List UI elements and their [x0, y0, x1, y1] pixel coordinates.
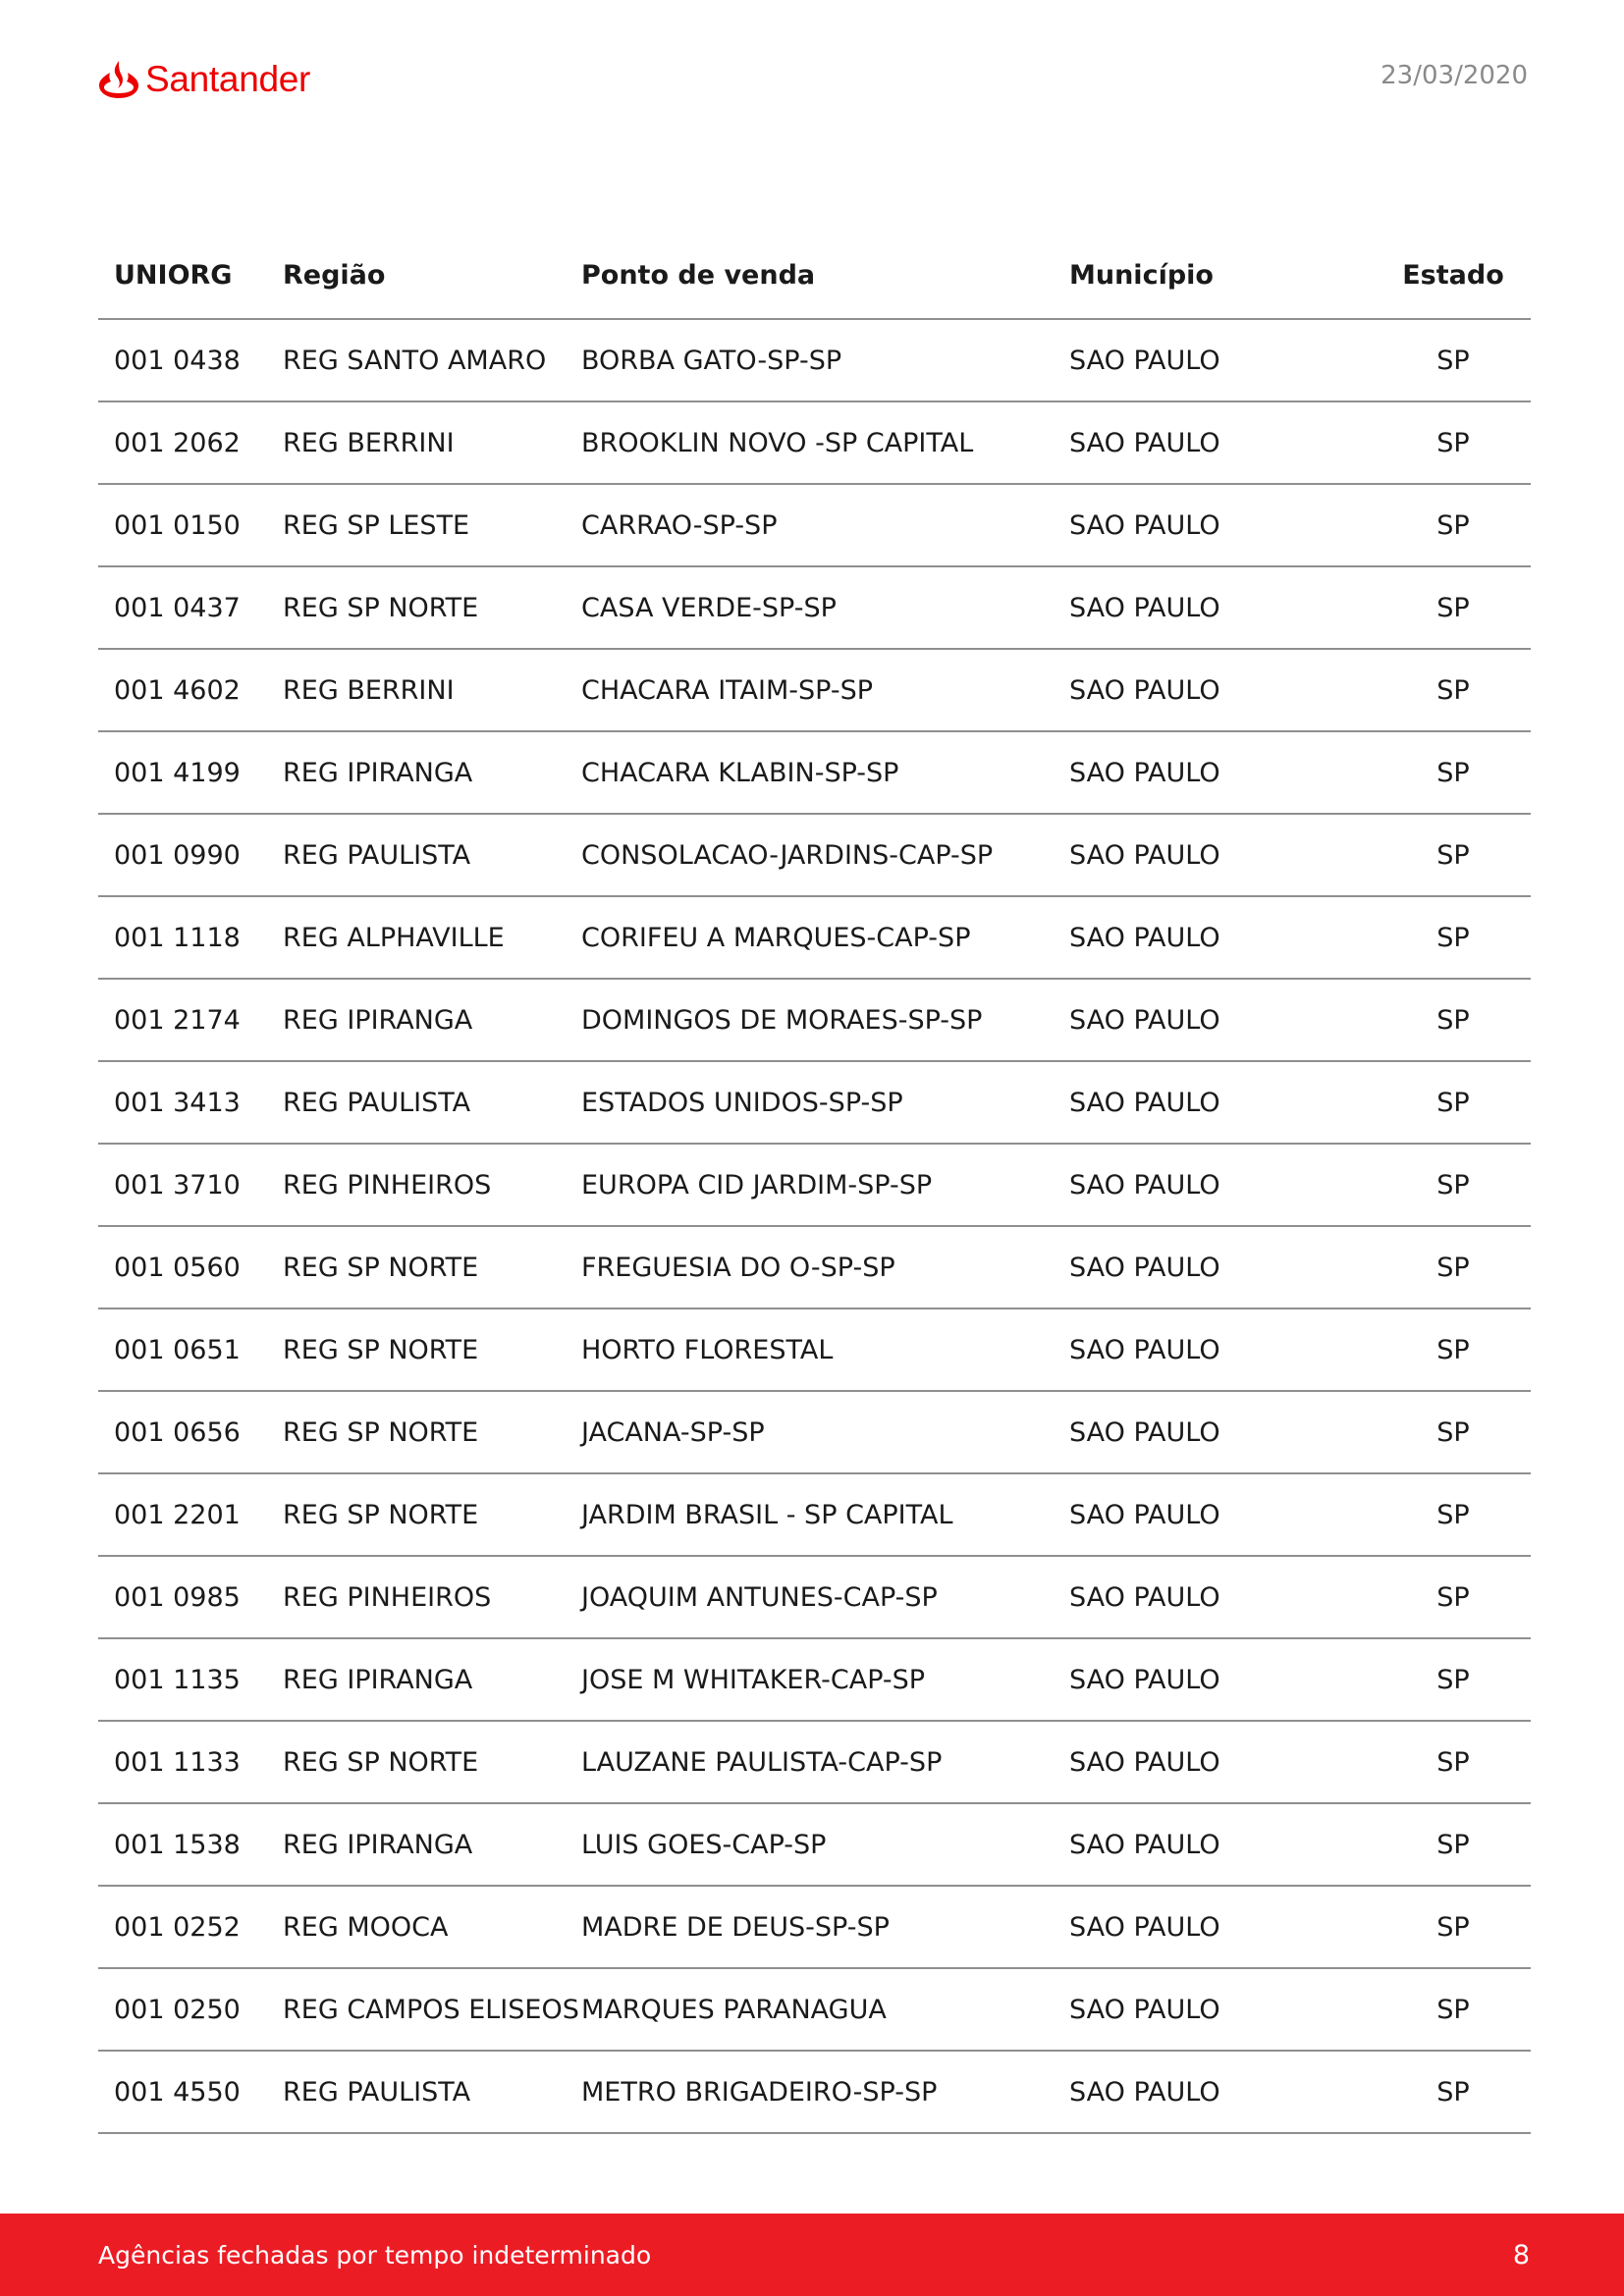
- table-body: [98, 320, 1531, 2134]
- cell-uniorg: 001 0252: [114, 1911, 241, 1943]
- cell-regiao: REG PINHEIROS: [283, 1581, 492, 1613]
- cell-regiao: REG IPIRANGA: [283, 1004, 473, 1036]
- table-row: [98, 1145, 1531, 1227]
- cell-estado: SP: [1436, 1911, 1470, 1943]
- cell-uniorg: 001 1118: [114, 922, 241, 953]
- cell-regiao: REG SP NORTE: [283, 1334, 479, 1365]
- cell-ponto-de-venda: BORBA GATO-SP-SP: [581, 345, 842, 376]
- page-footer: [0, 2214, 1624, 2296]
- cell-uniorg: 001 0560: [114, 1252, 241, 1283]
- cell-municipio: SAO PAULO: [1069, 1829, 1220, 1860]
- santander-logo: [96, 55, 310, 104]
- cell-estado: SP: [1436, 1829, 1470, 1860]
- cell-estado: SP: [1436, 1581, 1470, 1613]
- cell-ponto-de-venda: CHACARA KLABIN-SP-SP: [581, 757, 899, 788]
- cell-estado: SP: [1436, 1499, 1470, 1530]
- cell-municipio: SAO PAULO: [1069, 674, 1220, 706]
- table-row: [98, 402, 1531, 485]
- cell-uniorg: 001 1135: [114, 1664, 241, 1695]
- cell-regiao: REG BERRINI: [283, 674, 455, 706]
- table-row: [98, 815, 1531, 897]
- cell-municipio: SAO PAULO: [1069, 509, 1220, 541]
- cell-estado: SP: [1436, 1994, 1470, 2025]
- cell-municipio: SAO PAULO: [1069, 1252, 1220, 1283]
- cell-municipio: SAO PAULO: [1069, 1004, 1220, 1036]
- cell-ponto-de-venda: MADRE DE DEUS-SP-SP: [581, 1911, 890, 1943]
- cell-regiao: REG MOOCA: [283, 1911, 449, 1943]
- page-number: 8: [1512, 2239, 1530, 2270]
- table-row: [98, 1639, 1531, 1722]
- cell-regiao: REG SP LESTE: [283, 509, 470, 541]
- cell-municipio: SAO PAULO: [1069, 1499, 1220, 1530]
- cell-uniorg: 001 1538: [114, 1829, 241, 1860]
- cell-uniorg: 001 0250: [114, 1994, 241, 2025]
- cell-ponto-de-venda: CHACARA ITAIM-SP-SP: [581, 674, 874, 706]
- column-header-ponto-de-venda: Ponto de venda: [581, 259, 816, 291]
- cell-uniorg: 001 2062: [114, 427, 241, 458]
- cell-municipio: SAO PAULO: [1069, 1746, 1220, 1778]
- table-row: [98, 1062, 1531, 1145]
- column-header-regiao: Região: [283, 259, 386, 291]
- cell-ponto-de-venda: HORTO FLORESTAL: [581, 1334, 834, 1365]
- cell-ponto-de-venda: METRO BRIGADEIRO-SP-SP: [581, 2076, 938, 2108]
- table-row: [98, 1227, 1531, 1309]
- cell-uniorg: 001 2201: [114, 1499, 241, 1530]
- column-header-estado: Estado: [1402, 259, 1504, 291]
- cell-uniorg: 001 4602: [114, 674, 241, 706]
- cell-uniorg: 001 0990: [114, 839, 241, 871]
- cell-estado: SP: [1436, 427, 1470, 458]
- table-row: [98, 1804, 1531, 1887]
- cell-municipio: SAO PAULO: [1069, 592, 1220, 623]
- cell-ponto-de-venda: BROOKLIN NOVO -SP CAPITAL: [581, 427, 974, 458]
- cell-municipio: SAO PAULO: [1069, 1994, 1220, 2025]
- cell-regiao: REG IPIRANGA: [283, 1664, 473, 1695]
- cell-estado: SP: [1436, 1169, 1470, 1201]
- cell-municipio: SAO PAULO: [1069, 757, 1220, 788]
- cell-estado: SP: [1436, 345, 1470, 376]
- table-row: [98, 1392, 1531, 1474]
- table-row: [98, 320, 1531, 402]
- cell-ponto-de-venda: LUIS GOES-CAP-SP: [581, 1829, 827, 1860]
- cell-ponto-de-venda: CONSOLACAO-JARDINS-CAP-SP: [581, 839, 994, 871]
- cell-municipio: SAO PAULO: [1069, 1416, 1220, 1448]
- cell-uniorg: 001 2174: [114, 1004, 241, 1036]
- cell-ponto-de-venda: JARDIM BRASIL - SP CAPITAL: [581, 1499, 953, 1530]
- cell-regiao: REG PINHEIROS: [283, 1169, 492, 1201]
- document-date: 23/03/2020: [1380, 61, 1528, 90]
- table-row: [98, 1557, 1531, 1639]
- cell-regiao: REG PAULISTA: [283, 839, 471, 871]
- footer-title: Agências fechadas por tempo indeterminado: [98, 2240, 652, 2269]
- cell-ponto-de-venda: JOAQUIM ANTUNES-CAP-SP: [581, 1581, 938, 1613]
- cell-municipio: SAO PAULO: [1069, 839, 1220, 871]
- cell-estado: SP: [1436, 757, 1470, 788]
- cell-municipio: SAO PAULO: [1069, 1581, 1220, 1613]
- page-header: [0, 0, 1624, 157]
- table-row: [98, 980, 1531, 1062]
- cell-estado: SP: [1436, 1004, 1470, 1036]
- cell-uniorg: 001 0651: [114, 1334, 241, 1365]
- cell-municipio: SAO PAULO: [1069, 1169, 1220, 1201]
- table-row: [98, 485, 1531, 567]
- cell-estado: SP: [1436, 1087, 1470, 1118]
- cell-estado: SP: [1436, 592, 1470, 623]
- cell-regiao: REG ALPHAVILLE: [283, 922, 505, 953]
- cell-ponto-de-venda: DOMINGOS DE MORAES-SP-SP: [581, 1004, 983, 1036]
- cell-estado: SP: [1436, 1416, 1470, 1448]
- cell-ponto-de-venda: EUROPA CID JARDIM-SP-SP: [581, 1169, 933, 1201]
- table-row: [98, 2052, 1531, 2134]
- cell-estado: SP: [1436, 1252, 1470, 1283]
- cell-regiao: REG SP NORTE: [283, 1252, 479, 1283]
- cell-uniorg: 001 0150: [114, 509, 241, 541]
- cell-regiao: REG SP NORTE: [283, 1416, 479, 1448]
- table-row: [98, 650, 1531, 732]
- cell-ponto-de-venda: CARRAO-SP-SP: [581, 509, 778, 541]
- cell-regiao: REG IPIRANGA: [283, 757, 473, 788]
- cell-municipio: SAO PAULO: [1069, 427, 1220, 458]
- cell-regiao: REG SP NORTE: [283, 592, 479, 623]
- cell-regiao: REG IPIRANGA: [283, 1829, 473, 1860]
- cell-ponto-de-venda: MARQUES PARANAGUA: [581, 1994, 887, 2025]
- cell-ponto-de-venda: ESTADOS UNIDOS-SP-SP: [581, 1087, 903, 1118]
- cell-ponto-de-venda: CORIFEU A MARQUES-CAP-SP: [581, 922, 971, 953]
- brand-name: Santander: [145, 59, 311, 99]
- table-row: [98, 732, 1531, 815]
- santander-flame-icon: [96, 59, 141, 100]
- table-row: [98, 1309, 1531, 1392]
- table-row: [98, 1722, 1531, 1804]
- cell-estado: SP: [1436, 2076, 1470, 2108]
- cell-ponto-de-venda: JACANA-SP-SP: [581, 1416, 765, 1448]
- table-row: [98, 1887, 1531, 1969]
- cell-estado: SP: [1436, 509, 1470, 541]
- branches-table: [98, 232, 1531, 2134]
- cell-estado: SP: [1436, 1746, 1470, 1778]
- cell-estado: SP: [1436, 922, 1470, 953]
- cell-uniorg: 001 0437: [114, 592, 241, 623]
- cell-estado: SP: [1436, 674, 1470, 706]
- cell-uniorg: 001 0438: [114, 345, 241, 376]
- cell-uniorg: 001 4550: [114, 2076, 241, 2108]
- cell-municipio: SAO PAULO: [1069, 1664, 1220, 1695]
- cell-estado: SP: [1436, 1664, 1470, 1695]
- cell-municipio: SAO PAULO: [1069, 922, 1220, 953]
- cell-uniorg: 001 4199: [114, 757, 241, 788]
- cell-regiao: REG SP NORTE: [283, 1746, 479, 1778]
- cell-ponto-de-venda: FREGUESIA DO O-SP-SP: [581, 1252, 895, 1283]
- cell-ponto-de-venda: JOSE M WHITAKER-CAP-SP: [581, 1664, 926, 1695]
- cell-regiao: REG SP NORTE: [283, 1499, 479, 1530]
- table-header-row: [98, 232, 1531, 320]
- cell-municipio: SAO PAULO: [1069, 345, 1220, 376]
- cell-estado: SP: [1436, 839, 1470, 871]
- column-header-municipio: Município: [1069, 259, 1214, 291]
- cell-regiao: REG PAULISTA: [283, 2076, 471, 2108]
- cell-ponto-de-venda: CASA VERDE-SP-SP: [581, 592, 837, 623]
- table-row: [98, 897, 1531, 980]
- cell-municipio: SAO PAULO: [1069, 2076, 1220, 2108]
- cell-regiao: REG PAULISTA: [283, 1087, 471, 1118]
- cell-regiao: REG SANTO AMARO: [283, 345, 547, 376]
- cell-uniorg: 001 0985: [114, 1581, 241, 1613]
- cell-uniorg: 001 3413: [114, 1087, 241, 1118]
- cell-uniorg: 001 0656: [114, 1416, 241, 1448]
- table-row: [98, 1474, 1531, 1557]
- column-header-uniorg: UNIORG: [114, 259, 233, 291]
- cell-uniorg: 001 1133: [114, 1746, 241, 1778]
- cell-uniorg: 001 3710: [114, 1169, 241, 1201]
- cell-regiao: REG BERRINI: [283, 427, 455, 458]
- cell-municipio: SAO PAULO: [1069, 1087, 1220, 1118]
- cell-regiao: REG CAMPOS ELISEOS: [283, 1994, 579, 2025]
- cell-ponto-de-venda: LAUZANE PAULISTA-CAP-SP: [581, 1746, 943, 1778]
- table-row: [98, 567, 1531, 650]
- cell-municipio: SAO PAULO: [1069, 1911, 1220, 1943]
- cell-estado: SP: [1436, 1334, 1470, 1365]
- table-row: [98, 1969, 1531, 2052]
- cell-municipio: SAO PAULO: [1069, 1334, 1220, 1365]
